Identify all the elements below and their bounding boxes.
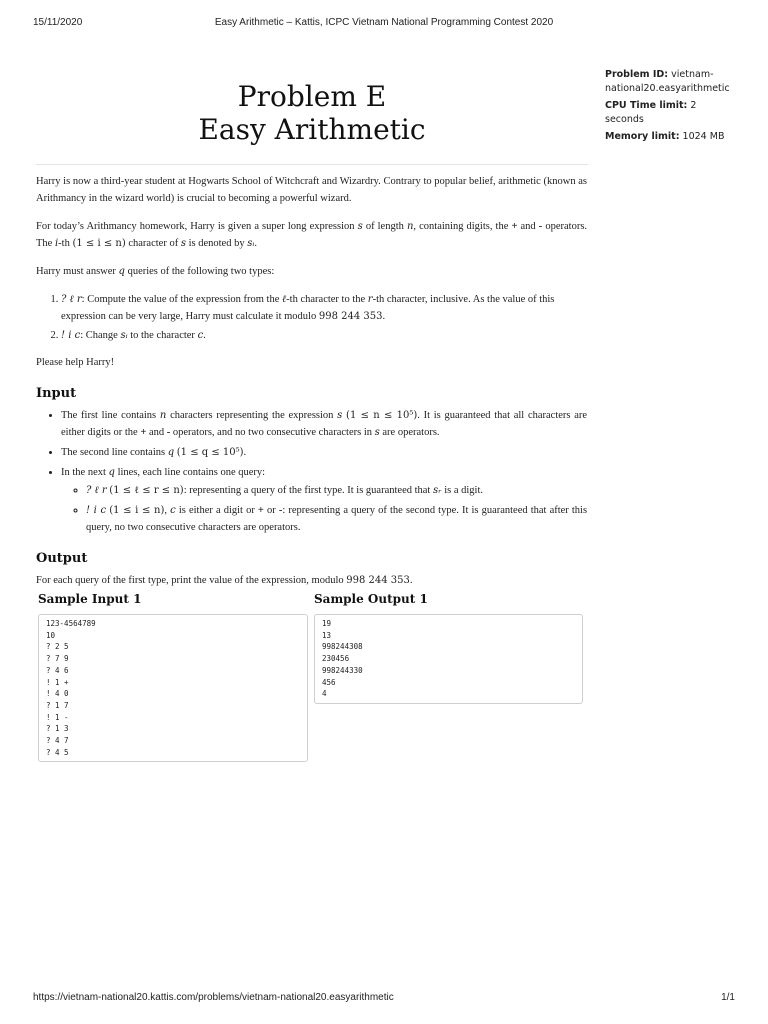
text: : representing a query of the second type. It is guaranteed that after this query, no two consecutive characters are operators. bbox=[86, 505, 588, 533]
text: : Compute the value of the expression from the bbox=[81, 294, 280, 305]
text: and bbox=[148, 427, 165, 438]
text: . bbox=[203, 330, 206, 341]
math-condition: (1 ≤ i ≤ n) bbox=[72, 238, 126, 249]
text: operators. The bbox=[36, 221, 588, 249]
math-q: q bbox=[167, 447, 175, 458]
math-q: q bbox=[118, 266, 125, 277]
text: operators, and no two consecutive characters in bbox=[172, 427, 372, 438]
text: are operators. bbox=[382, 427, 440, 438]
statement-paragraph-intro: Harry is now a third-year student at Hogwarts School of Witchcraft and Wizardry. Contrary to popular belief, arithmetic (known as Arithmancy in the wizard world) is crucial to becoming a powerful wizard. bbox=[36, 176, 587, 204]
text: , bbox=[164, 505, 168, 516]
minus-operator: - bbox=[278, 505, 283, 516]
page-count: 1/1 bbox=[721, 992, 735, 1003]
sample-input-block[interactable]: 123-4564789 10 ? 2 5 ? 7 9 ? 4 6 ! 1 + ! 4 0 ? 1 7 ! 1 - ? 1 3 ? 4 7 ? 4 5 bbox=[38, 614, 308, 762]
text: is either a digit or bbox=[178, 505, 255, 516]
sample-output-block[interactable]: 19 13 998244308 230456 998244330 456 4 bbox=[314, 614, 583, 704]
minus-operator: - bbox=[166, 427, 171, 438]
print-date: 15/11/2020 bbox=[33, 17, 83, 28]
problem-letter: Problem E bbox=[237, 80, 387, 113]
cpu-limit-label: CPU Time limit: bbox=[605, 100, 688, 111]
text: Harry must answer bbox=[36, 266, 116, 277]
heading-divider bbox=[36, 164, 588, 165]
text: lines, each line contains one query: bbox=[117, 467, 266, 478]
problem-id-label: Problem ID: bbox=[605, 69, 669, 80]
math-s-i: sᵢ bbox=[247, 238, 255, 249]
problem-id-value: vietnam-national20.easyarithmetic bbox=[605, 69, 730, 94]
plus-operator: + bbox=[511, 221, 518, 232]
plus-operator: + bbox=[140, 427, 147, 438]
text: -th bbox=[58, 238, 70, 249]
math-query-2: ! i c bbox=[61, 330, 81, 341]
text: For today’s Arithmancy homework, Harry is given a super long expression bbox=[36, 221, 355, 232]
math-s: s bbox=[337, 410, 343, 421]
query-type-1 bbox=[61, 291, 587, 325]
math-l: ℓ bbox=[282, 294, 287, 305]
print-header bbox=[33, 17, 735, 31]
query-format-2 bbox=[86, 502, 587, 536]
text: -th character to the bbox=[286, 294, 366, 305]
math-q: q bbox=[108, 467, 115, 478]
text: In the next bbox=[61, 467, 106, 478]
math-s: s bbox=[357, 221, 363, 232]
sample-output-title: Sample Output 1 bbox=[314, 592, 428, 606]
text: is denoted by bbox=[188, 238, 245, 249]
text: . bbox=[382, 311, 386, 322]
math-s-r: sᵣ bbox=[432, 485, 442, 496]
text: or bbox=[267, 505, 276, 516]
problem-heading bbox=[36, 80, 588, 146]
math-condition: (1 ≤ n ≤ 10⁵) bbox=[346, 410, 418, 421]
memory-limit-value: 1024 MB bbox=[682, 131, 725, 142]
text: -th character, inclusive. As the value of this expression can be very large, Harry must calculate it modulo bbox=[61, 294, 555, 322]
problem-statement bbox=[36, 173, 587, 600]
input-spec-list bbox=[36, 407, 587, 536]
query-format-1 bbox=[86, 482, 587, 499]
math-n: n bbox=[406, 221, 414, 232]
query-type-2 bbox=[61, 327, 587, 344]
statement-paragraph-closing: Please help Harry! bbox=[36, 357, 115, 368]
output-heading: Output bbox=[36, 551, 88, 566]
text: For each query of the first type, print the value of the expression, modulo bbox=[36, 575, 344, 586]
text: queries of the following two types: bbox=[127, 266, 275, 277]
text: characters representing the expression bbox=[170, 410, 334, 421]
text: . bbox=[243, 447, 247, 458]
print-footer bbox=[33, 992, 735, 1006]
text: to the character bbox=[130, 330, 195, 341]
math-c: c bbox=[197, 330, 204, 341]
math-modulus: 998 244 353 bbox=[318, 311, 383, 322]
text: character of bbox=[128, 238, 179, 249]
print-page-title: Easy Arithmetic – Kattis, ICPC Vietnam National Programming Contest 2020 bbox=[214, 17, 554, 28]
input-spec-second-line bbox=[61, 444, 587, 461]
math-condition: (1 ≤ ℓ ≤ r ≤ n) bbox=[109, 485, 184, 496]
statement-paragraph-queries bbox=[36, 263, 587, 280]
statement-paragraph-expression bbox=[36, 218, 587, 252]
minus-operator: - bbox=[538, 221, 543, 232]
text: and bbox=[520, 221, 536, 232]
math-c: c bbox=[170, 505, 176, 516]
math-condition: (1 ≤ i ≤ n) bbox=[109, 505, 165, 516]
sample-input bbox=[38, 590, 308, 762]
text: : Change bbox=[80, 330, 118, 341]
cpu-limit-value: 2 seconds bbox=[605, 100, 697, 125]
math-query-2: ! i c bbox=[86, 505, 107, 516]
math-r: r bbox=[367, 294, 373, 305]
text: The first line contains bbox=[61, 410, 157, 421]
input-heading: Input bbox=[36, 386, 77, 401]
input-spec-first-line bbox=[61, 407, 587, 441]
math-query-1: ? ℓ r bbox=[86, 485, 107, 496]
math-s: s bbox=[374, 427, 380, 438]
input-spec-query-lines bbox=[61, 464, 587, 536]
math-modulus: 998 244 353 bbox=[346, 575, 410, 586]
math-s: s bbox=[180, 238, 186, 249]
query-type-list bbox=[36, 291, 587, 344]
print-url[interactable]: https://vietnam-national20.kattis.com/problems/vietnam-national20.easyarithmetic bbox=[33, 992, 394, 1003]
cpu-limit-row bbox=[605, 99, 735, 126]
memory-limit-label: Memory limit: bbox=[605, 131, 680, 142]
problem-name: Easy Arithmetic bbox=[198, 113, 426, 146]
memory-limit-row bbox=[605, 130, 735, 144]
math-i: i bbox=[54, 238, 59, 249]
math-s-i: sᵢ bbox=[120, 330, 128, 341]
text: . bbox=[409, 575, 413, 586]
sample-output bbox=[314, 590, 584, 704]
output-spec bbox=[36, 572, 587, 589]
math-query-1: ? ℓ r bbox=[61, 294, 82, 305]
text: of length bbox=[365, 221, 404, 232]
text: The second line contains bbox=[61, 447, 166, 458]
text: , containing digits, the bbox=[413, 221, 509, 232]
text: is a digit. bbox=[444, 485, 484, 496]
plus-operator: + bbox=[257, 505, 264, 516]
text: . bbox=[254, 238, 257, 249]
text: : representing a query of the first type. It is guaranteed that bbox=[183, 485, 431, 496]
query-format-list bbox=[61, 482, 587, 536]
problem-sidebar bbox=[605, 68, 735, 148]
math-n: n bbox=[159, 410, 167, 421]
problem-id-row bbox=[605, 68, 735, 95]
text: . It is guaranteed that all characters are either digits or the bbox=[61, 410, 588, 438]
sample-input-title: Sample Input 1 bbox=[38, 592, 142, 606]
math-condition: (1 ≤ q ≤ 10⁵) bbox=[176, 447, 244, 458]
